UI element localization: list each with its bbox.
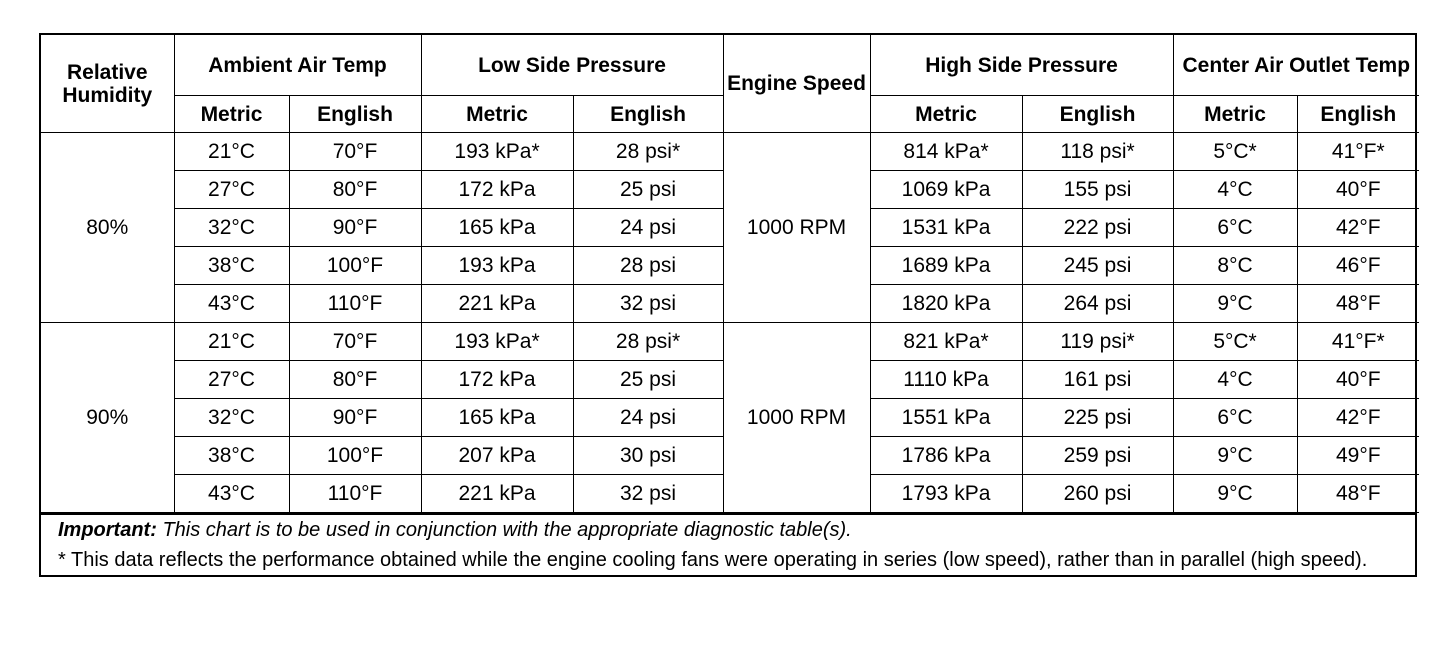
outlet-metric-cell: 9°C xyxy=(1173,437,1297,475)
humidity-cell: 80% xyxy=(41,133,174,323)
ambient-air-temp-header: Ambient Air Temp xyxy=(174,35,421,96)
low-side-english-cell: 28 psi* xyxy=(573,133,723,171)
ambient-metric-cell: 32°C xyxy=(174,399,289,437)
ambient-english-cell: 80°F xyxy=(289,361,421,399)
low-side-english-cell: 25 psi xyxy=(573,361,723,399)
low-side-metric-cell: 193 kPa* xyxy=(421,323,573,361)
low-side-english-cell: 32 psi xyxy=(573,475,723,513)
low-side-english-cell: 25 psi xyxy=(573,171,723,209)
high-side-metric-header: Metric xyxy=(870,96,1022,133)
high-side-english-cell: 225 psi xyxy=(1022,399,1173,437)
important-note xyxy=(58,520,1393,540)
engine-speed-cell: 1000 RPM xyxy=(723,133,870,323)
high-side-english-cell: 245 psi xyxy=(1022,247,1173,285)
ambient-english-cell: 110°F xyxy=(289,475,421,513)
high-side-metric-cell: 1551 kPa xyxy=(870,399,1022,437)
low-side-metric-cell: 165 kPa xyxy=(421,209,573,247)
low-side-english-cell: 28 psi xyxy=(573,247,723,285)
low-side-english-cell: 32 psi xyxy=(573,285,723,323)
low-side-english-cell: 30 psi xyxy=(573,437,723,475)
high-side-metric-cell: 1820 kPa xyxy=(870,285,1022,323)
high-side-english-cell: 161 psi xyxy=(1022,361,1173,399)
outlet-metric-cell: 4°C xyxy=(1173,361,1297,399)
outlet-english-cell: 42°F xyxy=(1297,399,1419,437)
ambient-english-cell: 90°F xyxy=(289,209,421,247)
outlet-english-cell: 48°F xyxy=(1297,285,1419,323)
high-side-metric-cell: 1069 kPa xyxy=(870,171,1022,209)
ambient-metric-cell: 32°C xyxy=(174,209,289,247)
low-side-metric-cell: 207 kPa xyxy=(421,437,573,475)
high-side-english-cell: 222 psi xyxy=(1022,209,1173,247)
outlet-english-cell: 40°F xyxy=(1297,171,1419,209)
outlet-english-cell: 40°F xyxy=(1297,361,1419,399)
outlet-english-cell: 46°F xyxy=(1297,247,1419,285)
outlet-metric-cell: 9°C xyxy=(1173,285,1297,323)
high-side-metric-cell: 1531 kPa xyxy=(870,209,1022,247)
low-side-metric-header: Metric xyxy=(421,96,573,133)
low-side-metric-cell: 193 kPa xyxy=(421,247,573,285)
ambient-metric-header: Metric xyxy=(174,96,289,133)
high-side-english-cell: 118 psi* xyxy=(1022,133,1173,171)
ambient-english-cell: 80°F xyxy=(289,171,421,209)
outlet-metric-cell: 4°C xyxy=(1173,171,1297,209)
table-body xyxy=(41,133,1419,513)
engine-speed-header: Engine Speed xyxy=(723,35,870,133)
ambient-metric-cell: 43°C xyxy=(174,285,289,323)
low-side-metric-cell: 165 kPa xyxy=(421,399,573,437)
high-side-english-cell: 260 psi xyxy=(1022,475,1173,513)
low-side-pressure-header: Low Side Pressure xyxy=(421,35,723,96)
outlet-metric-cell: 6°C xyxy=(1173,399,1297,437)
ambient-metric-cell: 43°C xyxy=(174,475,289,513)
low-side-metric-cell: 221 kPa xyxy=(421,475,573,513)
high-side-metric-cell: 1110 kPa xyxy=(870,361,1022,399)
outlet-english-cell: 48°F xyxy=(1297,475,1419,513)
high-side-english-header: English xyxy=(1022,96,1173,133)
outlet-english-header: English xyxy=(1297,96,1419,133)
high-side-metric-cell: 1793 kPa xyxy=(870,475,1022,513)
performance-chart xyxy=(39,33,1417,577)
low-side-metric-cell: 172 kPa xyxy=(421,171,573,209)
low-side-english-cell: 28 psi* xyxy=(573,323,723,361)
outlet-english-cell: 42°F xyxy=(1297,209,1419,247)
outlet-metric-cell: 5°C* xyxy=(1173,133,1297,171)
low-side-english-header: English xyxy=(573,96,723,133)
outlet-english-cell: 41°F* xyxy=(1297,323,1419,361)
center-air-outlet-temp-header: Center Air Outlet Temp xyxy=(1173,35,1419,96)
performance-table xyxy=(41,35,1419,513)
ambient-metric-cell: 27°C xyxy=(174,361,289,399)
ambient-english-cell: 110°F xyxy=(289,285,421,323)
important-text: This chart is to be used in conjunction with the appropriate diagnostic table(s). xyxy=(162,519,852,541)
outlet-english-cell: 41°F* xyxy=(1297,133,1419,171)
header-row-top xyxy=(41,35,1419,96)
ambient-metric-cell: 21°C xyxy=(174,133,289,171)
outlet-metric-cell: 9°C xyxy=(1173,475,1297,513)
high-side-english-cell: 119 psi* xyxy=(1022,323,1173,361)
high-side-metric-cell: 814 kPa* xyxy=(870,133,1022,171)
table-row xyxy=(41,133,1419,171)
low-side-metric-cell: 221 kPa xyxy=(421,285,573,323)
ambient-english-cell: 90°F xyxy=(289,399,421,437)
high-side-metric-cell: 821 kPa* xyxy=(870,323,1022,361)
ambient-english-cell: 70°F xyxy=(289,323,421,361)
low-side-metric-cell: 172 kPa xyxy=(421,361,573,399)
ambient-metric-cell: 38°C xyxy=(174,437,289,475)
ambient-metric-cell: 27°C xyxy=(174,171,289,209)
footnote: * This data reflects the performance obtained while the engine cooling fans were operating in series (low speed), rather than in parallel (high speed). xyxy=(58,549,1368,571)
low-side-english-cell: 24 psi xyxy=(573,399,723,437)
high-side-pressure-header: High Side Pressure xyxy=(870,35,1173,96)
ambient-metric-cell: 38°C xyxy=(174,247,289,285)
low-side-english-cell: 24 psi xyxy=(573,209,723,247)
engine-speed-cell: 1000 RPM xyxy=(723,323,870,513)
high-side-english-cell: 155 psi xyxy=(1022,171,1173,209)
outlet-metric-cell: 6°C xyxy=(1173,209,1297,247)
ambient-english-cell: 100°F xyxy=(289,437,421,475)
notes-section xyxy=(41,513,1415,575)
table-row xyxy=(41,323,1419,361)
high-side-metric-cell: 1689 kPa xyxy=(870,247,1022,285)
high-side-english-cell: 259 psi xyxy=(1022,437,1173,475)
relative-humidity-header: Relative Humidity xyxy=(41,35,174,133)
ambient-english-cell: 70°F xyxy=(289,133,421,171)
outlet-metric-cell: 8°C xyxy=(1173,247,1297,285)
important-label: Important: xyxy=(58,519,157,541)
ambient-metric-cell: 21°C xyxy=(174,323,289,361)
ambient-english-cell: 100°F xyxy=(289,247,421,285)
high-side-english-cell: 264 psi xyxy=(1022,285,1173,323)
low-side-metric-cell: 193 kPa* xyxy=(421,133,573,171)
outlet-metric-cell: 5°C* xyxy=(1173,323,1297,361)
high-side-metric-cell: 1786 kPa xyxy=(870,437,1022,475)
outlet-english-cell: 49°F xyxy=(1297,437,1419,475)
outlet-metric-header: Metric xyxy=(1173,96,1297,133)
humidity-cell: 90% xyxy=(41,323,174,513)
ambient-english-header: English xyxy=(289,96,421,133)
